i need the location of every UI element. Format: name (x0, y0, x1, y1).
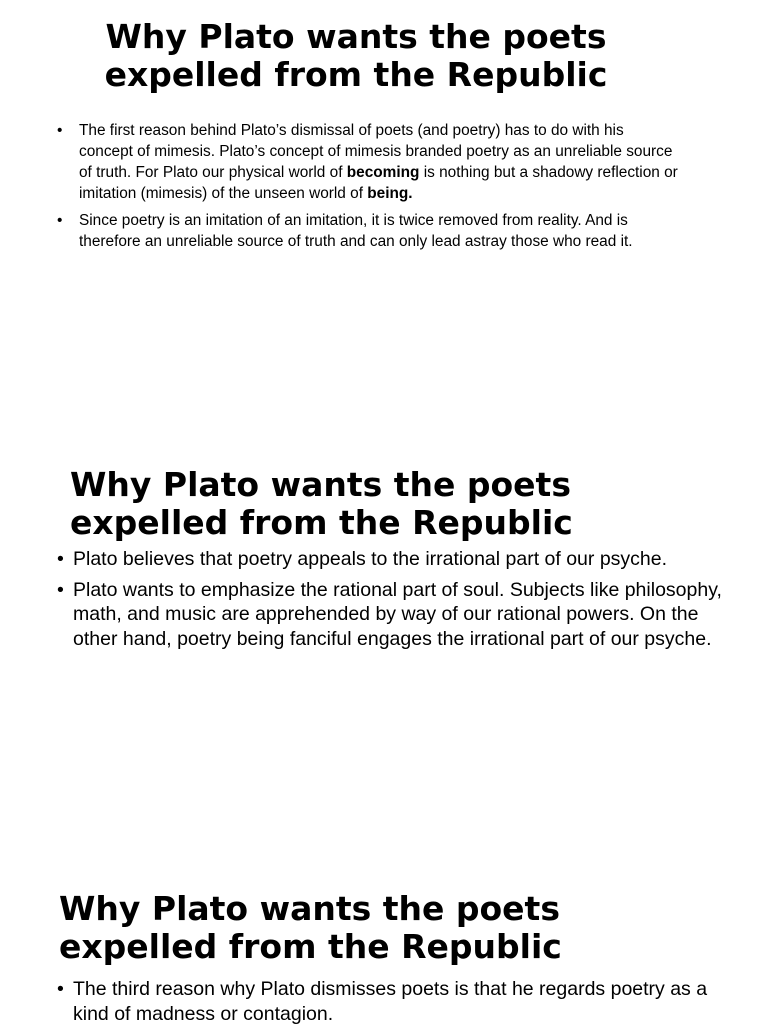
slide-1-bullet-1 (79, 121, 679, 204)
bullet-text: Plato wants to emphasize the rational part of soul. Subjects like philosophy, math, and music are apprehended by way of our rational powers. On the other hand, poetry being fanciful engages the irrational part of our psyche. (73, 578, 722, 650)
slide-2-bullet-list (73, 547, 733, 651)
bullet-text: Since poetry is an imitation of an imitation, it is twice removed from reality. And is therefore an unreliable source of truth and can only lead astray those who read it. (79, 212, 633, 251)
slide-3-bullet-1 (73, 977, 713, 1026)
slide-2-title: Why Plato wants the poets expelled from the Republic (70, 465, 573, 542)
bold-term-becoming: becoming (346, 163, 420, 181)
slide-3-title: Why Plato wants the poets expelled from the Republic (59, 889, 562, 966)
slide-1-bullet-list (79, 121, 679, 253)
bullet-text: Plato believes that poetry appeals to the irrational part of our psyche. (73, 548, 668, 571)
slide-3 (0, 890, 768, 1026)
bullet-text: The first reason behind Plato’s dismissal of poets (and poetry) has to do with his concept of mimesis. Plato’s concept of mimesis branded poetry as an unreliable source of truth. For Plato our physical world of (79, 122, 673, 181)
bullet-text: is nothing but a shadowy reflection or imitation (mimesis) of the unseen world of (79, 163, 678, 202)
slide-2 (0, 466, 768, 658)
bullet-text: The third reason why Plato dismisses poets is that he regards poetry as a kind of madness or contagion. (73, 978, 708, 1025)
slide-1-bullet-2 (79, 211, 679, 253)
slide-2-bullet-2 (73, 578, 733, 652)
slide-1-title: Why Plato wants the poets expelled from the Republic (104, 17, 608, 94)
bold-term-being: being. (367, 184, 413, 202)
slide-3-bullet-list (73, 977, 713, 1026)
slide-1 (0, 18, 768, 260)
slide-2-bullet-1 (73, 547, 733, 572)
